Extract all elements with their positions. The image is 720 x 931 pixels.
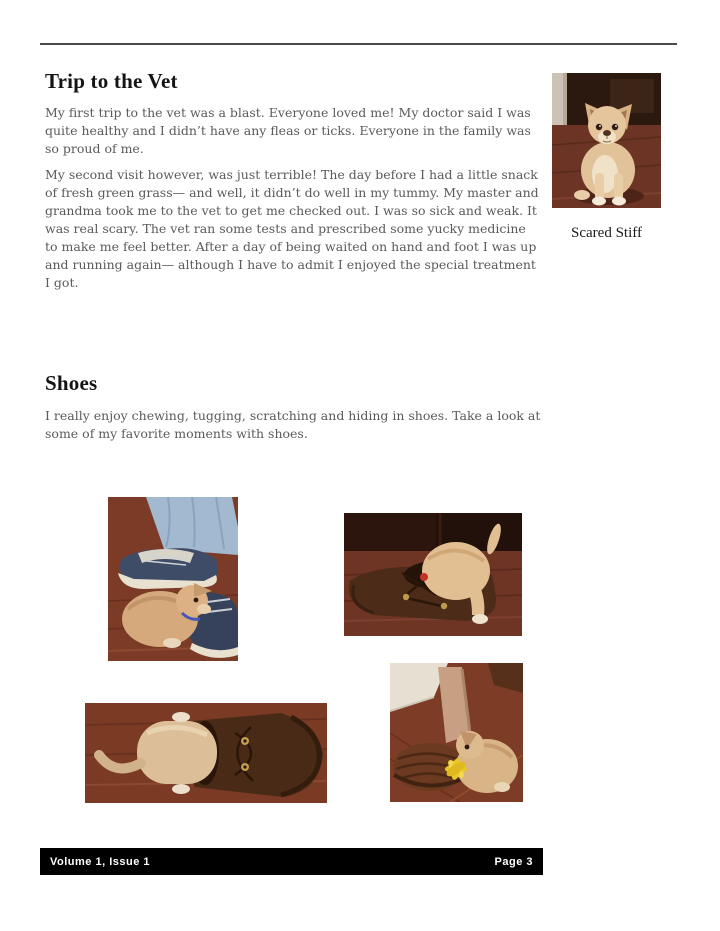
section-heading-shoes: Shoes [45,371,98,396]
shoe-photo-4 [390,663,523,802]
vet-puppy-photo [552,73,661,208]
shoes-paragraph-1: I really enjoy chewing, tugging, scratching and hiding in shoes. Take a look at some of my favorite moments with shoes. [45,407,541,441]
shoe-photo-3 [85,703,327,803]
vet-puppy-illustration [552,73,661,208]
shoe-photo-2-illustration [344,513,522,636]
shoe-photo-1 [108,497,238,661]
footer-bar [40,848,543,875]
shoe-photo-2 [344,513,522,636]
section-heading-trip-to-the-vet: Trip to the Vet [45,69,178,94]
vet-paragraph-1: My first trip to the vet was a blast. Everyone loved me! My doctor said I was quite healthy and I didn’t have any fleas or ticks. Everyone in the family was so proud of me. [45,104,531,156]
shoe-photo-3-illustration [85,703,327,803]
vet-paragraph-2: My second visit however, was just terrible! The day before I had a little snack of fresh green grass— and well, it didn’t do well in my tummy. My master and grandma took me to the vet to get me checked out. I was so sick and weak. It was real scary. The vet ran some tests and prescribed some yucky medicine to make me feel better. After a day of being waited on hand and foot I was up and running again— although I have to admit I enjoyed the special treatment I got. [45,166,539,290]
vet-photo-caption: Scared Stiff [571,225,642,241]
footer-page-number: Page 3 [494,855,533,868]
shoe-photo-1-illustration [108,497,238,661]
top-divider-rule [40,43,677,45]
shoe-photo-4-illustration [390,663,523,802]
footer-volume-issue: Volume 1, Issue 1 [50,855,151,868]
